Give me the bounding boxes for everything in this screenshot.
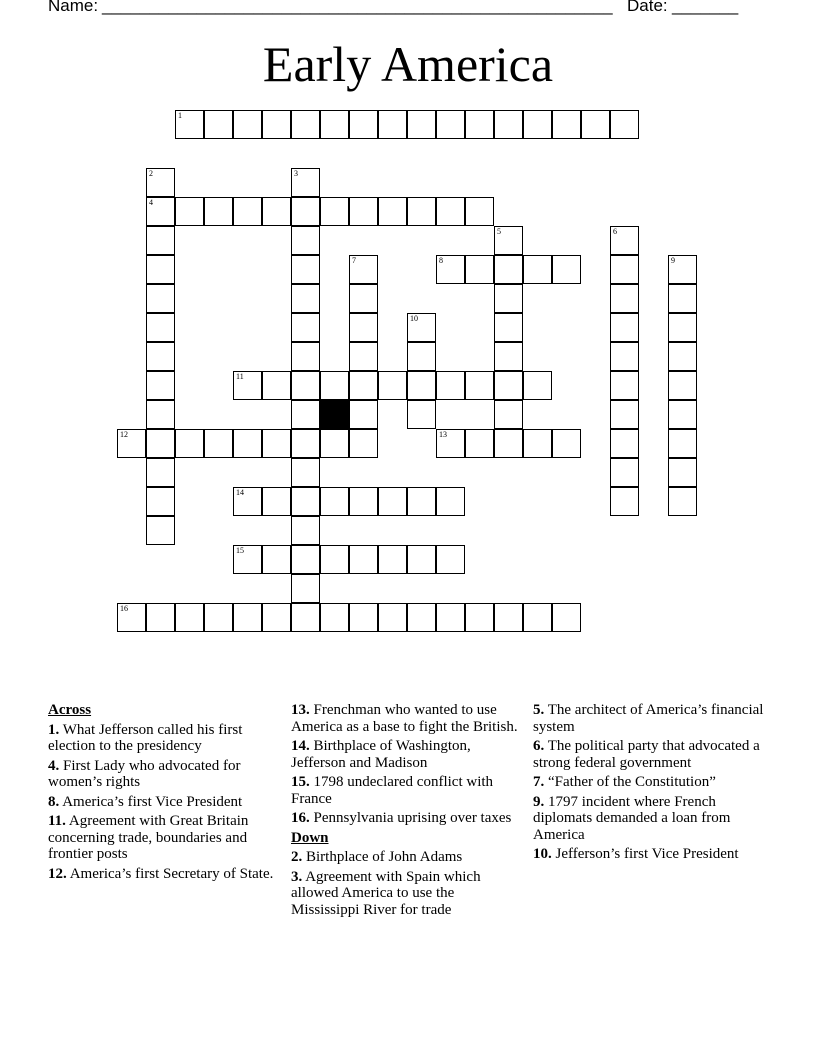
clue-number: 10	[410, 314, 418, 323]
grid-cell[interactable]	[349, 284, 378, 313]
across-clue	[291, 810, 523, 827]
clue-text: Birthplace of Washington, Jefferson and Madison	[291, 738, 471, 771]
grid-cell[interactable]	[146, 342, 175, 371]
grid-cell[interactable]	[146, 487, 175, 516]
across-heading: Across	[48, 702, 92, 718]
grid-cell[interactable]	[291, 371, 320, 400]
clue-number: 15	[236, 546, 244, 555]
clues-column-2	[291, 702, 523, 921]
grid-cell[interactable]	[668, 284, 697, 313]
grid-cell[interactable]	[146, 603, 175, 632]
down-heading: Down	[291, 829, 329, 846]
grid-cell[interactable]	[204, 429, 233, 458]
grid-cell[interactable]	[233, 429, 262, 458]
across-clue	[48, 722, 274, 755]
grid-cell[interactable]	[291, 168, 320, 197]
grid-cell[interactable]	[233, 603, 262, 632]
clue-text: 1797 incident where French diplomats demanded a loan from America	[533, 793, 731, 843]
clue-number: 1	[178, 111, 182, 120]
down-clue	[533, 738, 765, 771]
grid-cell[interactable]	[668, 342, 697, 371]
grid-cell[interactable]	[262, 545, 291, 574]
grid-cell[interactable]	[436, 110, 465, 139]
grid-cell[interactable]	[349, 255, 378, 284]
grid-cell[interactable]	[262, 197, 291, 226]
grid-cell[interactable]	[378, 603, 407, 632]
grid-cell[interactable]	[668, 313, 697, 342]
clue-text: Frenchman who wanted to use America as a base to fight the British.	[291, 702, 518, 735]
grid-cell[interactable]	[291, 313, 320, 342]
down-clue-list	[291, 849, 523, 918]
grid-cell[interactable]	[291, 603, 320, 632]
grid-cell[interactable]	[320, 197, 349, 226]
clue-number: 14	[236, 488, 244, 497]
grid-cell[interactable]	[262, 429, 291, 458]
grid-cell[interactable]	[349, 487, 378, 516]
grid-cell[interactable]	[378, 110, 407, 139]
grid-cell[interactable]	[494, 603, 523, 632]
grid-cell[interactable]	[494, 226, 523, 255]
grid-cell[interactable]	[175, 197, 204, 226]
clue-number: 9	[671, 256, 675, 265]
across-clue-list	[48, 722, 274, 883]
across-clue	[48, 813, 274, 863]
grid-cell[interactable]	[262, 371, 291, 400]
grid-cell[interactable]	[146, 429, 175, 458]
grid-cell[interactable]	[494, 342, 523, 371]
grid-cell[interactable]	[407, 545, 436, 574]
grid-cell[interactable]	[407, 110, 436, 139]
grid-cell[interactable]	[262, 487, 291, 516]
grid-cell[interactable]	[494, 429, 523, 458]
clue-number: 6	[613, 227, 617, 236]
grid-cell[interactable]	[262, 110, 291, 139]
grid-cell[interactable]	[494, 255, 523, 284]
clue-num: 12.	[48, 865, 67, 882]
date-label: Date:	[627, 0, 668, 15]
clue-number: 12	[120, 430, 128, 439]
grid-cell[interactable]	[407, 487, 436, 516]
grid-cell[interactable]	[146, 400, 175, 429]
grid-cell[interactable]	[407, 342, 436, 371]
grid-cell[interactable]	[233, 110, 262, 139]
clue-text: “Father of the Constitution”	[548, 774, 716, 790]
name-label: Name:	[48, 0, 99, 15]
grid-cell[interactable]	[668, 458, 697, 487]
grid-cell[interactable]	[146, 371, 175, 400]
clue-num: 10.	[533, 846, 552, 862]
grid-cell[interactable]	[610, 255, 639, 284]
clue-num: 8.	[48, 793, 60, 810]
grid-cell[interactable]	[610, 371, 639, 400]
grid-cell[interactable]	[407, 400, 436, 429]
grid-cell[interactable]	[291, 284, 320, 313]
grid-cell[interactable]	[349, 371, 378, 400]
grid-cell[interactable]	[552, 110, 581, 139]
clue-num: 15.	[291, 774, 310, 790]
clue-text: 1798 undeclared conflict with France	[291, 774, 494, 807]
clue-text: Jefferson’s first Vice President	[555, 846, 739, 862]
grid-cell[interactable]	[146, 226, 175, 255]
clue-number: 5	[497, 227, 501, 236]
grid-cell[interactable]	[146, 168, 175, 197]
grid-cell[interactable]	[117, 429, 146, 458]
grid-cell[interactable]	[494, 110, 523, 139]
down-clue	[291, 869, 523, 919]
grid-cell[interactable]	[320, 429, 349, 458]
grid-cell[interactable]	[291, 342, 320, 371]
grid-cell[interactable]	[291, 400, 320, 429]
down-clue-list-continued	[533, 702, 765, 863]
grid-cell[interactable]	[378, 545, 407, 574]
grid-cell[interactable]	[436, 545, 465, 574]
across-clue-list-continued	[291, 702, 523, 827]
grid-cell[interactable]	[436, 487, 465, 516]
grid-cell[interactable]	[291, 110, 320, 139]
grid-cell[interactable]	[494, 400, 523, 429]
grid-cell[interactable]	[436, 429, 465, 458]
grid-cell[interactable]	[465, 197, 494, 226]
grid-cell[interactable]	[610, 400, 639, 429]
clue-number: 13	[439, 430, 447, 439]
clue-text: America’s first Secretary of State.	[69, 865, 274, 882]
grid-cell[interactable]	[349, 342, 378, 371]
grid-cell[interactable]	[175, 110, 204, 139]
grid-cell[interactable]	[146, 458, 175, 487]
grid-cell[interactable]	[465, 603, 494, 632]
across-clue	[291, 738, 523, 771]
grid-cell[interactable]	[610, 429, 639, 458]
grid-cell[interactable]	[291, 458, 320, 487]
grid-cell[interactable]	[494, 313, 523, 342]
clue-text: America’s first Vice President	[62, 793, 243, 810]
grid-cell[interactable]	[494, 284, 523, 313]
grid-cell[interactable]	[523, 371, 552, 400]
grid-cell[interactable]	[291, 226, 320, 255]
grid-cell[interactable]	[262, 603, 291, 632]
grid-cell[interactable]	[407, 603, 436, 632]
grid-cell[interactable]	[146, 255, 175, 284]
grid-cell[interactable]	[610, 458, 639, 487]
clue-num: 5.	[533, 702, 545, 718]
clue-number: 2	[149, 169, 153, 178]
grid-cell[interactable]	[291, 255, 320, 284]
grid-cell[interactable]	[291, 545, 320, 574]
grid-cell[interactable]	[349, 400, 378, 429]
clues-column-3	[533, 702, 765, 866]
clue-text: What Jefferson called his first election to the presidency	[48, 721, 243, 754]
black-square	[320, 400, 349, 429]
grid-cell[interactable]	[610, 226, 639, 255]
down-clue	[533, 774, 765, 791]
page-title: Early America	[262, 36, 554, 92]
clue-num: 16.	[291, 810, 310, 826]
clue-number: 7	[352, 256, 356, 265]
grid-cell[interactable]	[668, 429, 697, 458]
clue-num: 14.	[291, 738, 310, 754]
grid-cell[interactable]	[523, 429, 552, 458]
grid-cell[interactable]	[291, 487, 320, 516]
clue-text: Birthplace of John Adams	[306, 849, 463, 865]
across-clue	[48, 794, 274, 811]
clue-num: 1.	[48, 721, 60, 738]
grid-cell[interactable]	[320, 110, 349, 139]
clue-num: 4.	[48, 757, 60, 774]
grid-cell[interactable]	[291, 574, 320, 603]
grid-cell[interactable]	[233, 487, 262, 516]
grid-cell[interactable]	[407, 313, 436, 342]
clue-text: The political party that advocated a strong federal government	[533, 738, 760, 771]
grid-cell[interactable]	[233, 545, 262, 574]
down-clue	[533, 794, 765, 844]
grid-cell[interactable]	[320, 545, 349, 574]
grid-cell[interactable]	[610, 284, 639, 313]
grid-cell[interactable]	[204, 603, 233, 632]
grid-cell[interactable]	[291, 197, 320, 226]
grid-cell[interactable]	[465, 371, 494, 400]
name-blank[interactable]: ______________________________________________________	[102, 0, 613, 15]
grid-cell[interactable]	[204, 110, 233, 139]
grid-cell[interactable]	[320, 603, 349, 632]
grid-cell[interactable]	[204, 197, 233, 226]
grid-cell[interactable]	[552, 255, 581, 284]
grid-cell[interactable]	[581, 110, 610, 139]
clue-num: 2.	[291, 849, 303, 865]
across-clue	[291, 774, 523, 807]
grid-cell[interactable]	[320, 487, 349, 516]
grid-cell[interactable]	[233, 371, 262, 400]
grid-cell[interactable]	[610, 313, 639, 342]
grid-cell[interactable]	[146, 313, 175, 342]
clue-text: Pennsylvania uprising over taxes	[313, 810, 512, 826]
down-clue	[291, 849, 523, 866]
clue-number: 11	[236, 372, 244, 381]
grid-cell[interactable]	[668, 255, 697, 284]
grid-cell[interactable]	[436, 197, 465, 226]
grid-cell[interactable]	[349, 545, 378, 574]
grid-cell[interactable]	[465, 429, 494, 458]
grid-cell[interactable]	[523, 255, 552, 284]
down-clue	[533, 702, 765, 735]
grid-cell[interactable]	[175, 429, 204, 458]
grid-cell[interactable]	[378, 487, 407, 516]
grid-cell[interactable]	[668, 487, 697, 516]
grid-cell[interactable]	[610, 110, 639, 139]
clue-number: 8	[439, 256, 443, 265]
grid-cell[interactable]	[146, 516, 175, 545]
clue-num: 6.	[533, 738, 545, 754]
grid-cell[interactable]	[407, 371, 436, 400]
grid-cell[interactable]	[668, 400, 697, 429]
grid-cell[interactable]	[175, 603, 204, 632]
clue-number: 4	[149, 198, 153, 207]
clue-text: Agreement with Spain which allowed America to use the Mississippi River for trade	[291, 868, 481, 918]
grid-cell[interactable]	[436, 603, 465, 632]
grid-cell[interactable]	[523, 603, 552, 632]
clue-number: 16	[120, 604, 128, 613]
across-clue	[48, 866, 274, 883]
grid-cell[interactable]	[349, 429, 378, 458]
clues-column-1	[48, 702, 274, 885]
grid-cell[interactable]	[378, 371, 407, 400]
across-clue	[48, 758, 274, 791]
clue-num: 11.	[48, 813, 66, 829]
clue-text: Agreement with Great Britain concerning trade, boundaries and frontier posts	[48, 813, 249, 862]
grid-cell[interactable]	[349, 197, 378, 226]
grid-cell[interactable]	[349, 313, 378, 342]
clue-num: 7.	[533, 774, 545, 790]
grid-cell[interactable]	[494, 371, 523, 400]
grid-cell[interactable]	[146, 284, 175, 313]
grid-cell[interactable]	[436, 255, 465, 284]
clue-num: 13.	[291, 702, 310, 718]
grid-cell[interactable]	[465, 110, 494, 139]
grid-cell[interactable]	[668, 371, 697, 400]
grid-cell[interactable]	[349, 603, 378, 632]
grid-cell[interactable]	[291, 429, 320, 458]
across-clue	[291, 702, 523, 735]
grid-cell[interactable]	[552, 603, 581, 632]
grid-cell[interactable]	[349, 110, 378, 139]
clue-number: 3	[294, 169, 298, 178]
grid-cell[interactable]	[465, 255, 494, 284]
grid-cell[interactable]	[552, 429, 581, 458]
clue-num: 9.	[533, 793, 545, 810]
clue-num: 3.	[291, 868, 303, 885]
clue-text: First Lady who advocated for women’s rights	[48, 757, 241, 790]
grid-cell[interactable]	[291, 516, 320, 545]
grid-cell[interactable]	[610, 487, 639, 516]
grid-cell[interactable]	[378, 197, 407, 226]
grid-cell[interactable]	[523, 110, 552, 139]
grid-cell[interactable]	[117, 603, 146, 632]
grid-cell[interactable]	[610, 342, 639, 371]
grid-cell[interactable]	[436, 371, 465, 400]
clue-text: The architect of America’s financial system	[533, 702, 764, 735]
grid-cell[interactable]	[233, 197, 262, 226]
grid-cell[interactable]	[146, 197, 175, 226]
grid-cell[interactable]	[320, 371, 349, 400]
date-blank[interactable]: _______	[672, 0, 739, 15]
grid-cell[interactable]	[407, 197, 436, 226]
down-clue	[533, 846, 765, 863]
